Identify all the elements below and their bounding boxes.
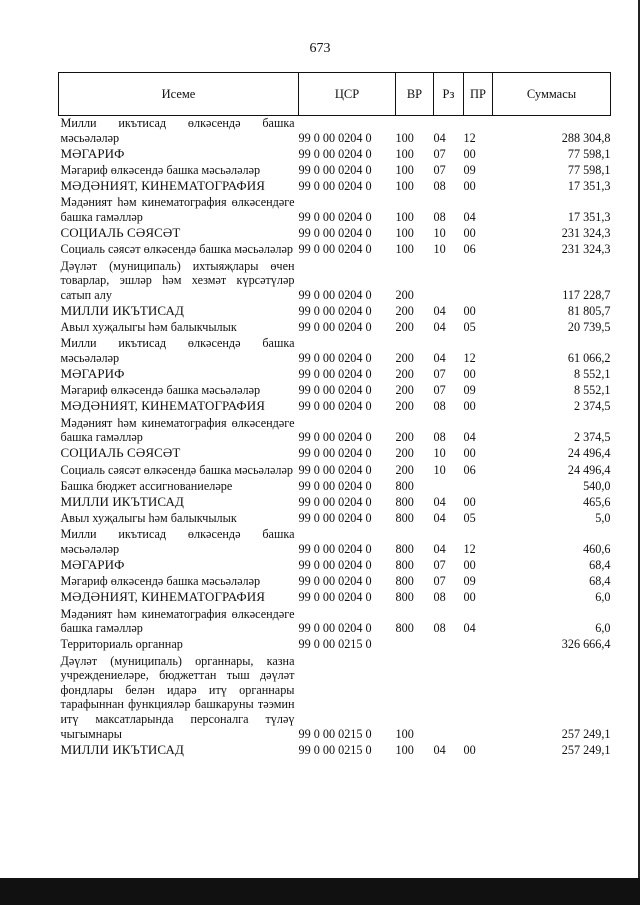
row-name: Мәгариф өлкәсендә башка мәсьәләләр bbox=[60, 574, 261, 589]
row-rz-code: 07 bbox=[433, 146, 446, 161]
row-name: МӘДӘНИЯТ, КИНЕМАТОГРАФИЯ bbox=[60, 398, 266, 414]
header-rz: Рз bbox=[434, 73, 464, 116]
row-csr-code: 99 0 00 0204 0 bbox=[298, 367, 372, 382]
row-vr-code: 200 bbox=[395, 320, 414, 335]
row-pr-code: 06 bbox=[463, 462, 476, 477]
row-sum: 8 552,1 bbox=[573, 383, 611, 398]
row-vr-code bbox=[396, 637, 434, 653]
row-name: Мәдәният һәм кинематография өлкәсендәге башка гамәлләр bbox=[60, 415, 295, 445]
row-rz-code: 10 bbox=[433, 462, 446, 477]
row-sum: 77 598,1 bbox=[567, 162, 611, 177]
row-vr-code: 100 bbox=[395, 742, 414, 757]
table-row bbox=[59, 179, 611, 195]
row-pr-code: 12 bbox=[463, 350, 476, 365]
row-sum: 540,0 bbox=[583, 478, 611, 493]
table-row bbox=[59, 463, 611, 479]
row-vr-code: 200 bbox=[395, 446, 414, 461]
row-pr-code: 00 bbox=[463, 399, 476, 414]
row-rz-code bbox=[434, 654, 464, 743]
row-pr-code: 05 bbox=[463, 511, 476, 526]
row-pr-code bbox=[464, 259, 493, 304]
table-row bbox=[59, 654, 611, 743]
row-name: МИЛЛИ ИКЪТИСАД bbox=[60, 741, 184, 757]
table-header bbox=[59, 73, 611, 116]
row-csr-code: 99 0 00 0204 0 bbox=[298, 383, 372, 398]
row-rz-code: 04 bbox=[433, 494, 446, 509]
row-csr-code: 99 0 00 0204 0 bbox=[298, 399, 372, 414]
row-sum: 24 496,4 bbox=[567, 462, 611, 477]
table-row bbox=[59, 416, 611, 447]
budget-table bbox=[58, 72, 611, 759]
row-csr-code: 99 0 00 0204 0 bbox=[298, 558, 372, 573]
row-rz-code bbox=[434, 259, 464, 304]
table-row bbox=[59, 495, 611, 511]
table-row bbox=[59, 259, 611, 304]
table-row bbox=[59, 527, 611, 558]
row-vr-code: 100 bbox=[395, 209, 414, 224]
row-rz-code: 08 bbox=[433, 179, 446, 194]
row-vr-code: 100 bbox=[395, 162, 414, 177]
row-name: МӘГАРИФ bbox=[60, 145, 125, 161]
row-csr-code: 99 0 00 0204 0 bbox=[298, 590, 372, 605]
header-sum: Суммасы bbox=[493, 73, 611, 116]
page-number: 673 bbox=[309, 41, 331, 56]
row-csr-code: 99 0 00 0204 0 bbox=[298, 574, 372, 589]
row-rz-code: 08 bbox=[433, 399, 446, 414]
table-row bbox=[59, 637, 611, 653]
row-sum: 68,4 bbox=[589, 558, 611, 573]
row-sum: 8 552,1 bbox=[573, 367, 611, 382]
row-vr-code: 100 bbox=[395, 226, 414, 241]
row-sum: 77 598,1 bbox=[567, 146, 611, 161]
table-row bbox=[59, 304, 611, 320]
row-sum: 288 304,8 bbox=[561, 130, 611, 145]
row-vr-code: 200 bbox=[395, 399, 414, 414]
row-name: Дәүләт (муниципаль) органнары, казна учреждениеләре, бюджеттан тыш дәүләт фондлары белән идарә итү органнары тарафыннан функцияләр башкаруны тәэмин итү максатларында персоналга түләү чыгымнары bbox=[60, 653, 295, 741]
table-row bbox=[59, 446, 611, 462]
row-sum: 257 249,1 bbox=[561, 726, 611, 741]
row-csr-code: 99 0 00 0204 0 bbox=[298, 478, 372, 493]
row-name: Милли икътисад өлкәсендә башка мәсьәләләр bbox=[60, 527, 295, 556]
scan-bottom-edge bbox=[0, 878, 640, 905]
row-pr-code: 00 bbox=[463, 367, 476, 382]
table-row bbox=[59, 336, 611, 367]
row-name: МӘГАРИФ bbox=[60, 557, 125, 573]
row-pr-code: 00 bbox=[463, 558, 476, 573]
row-rz-code: 10 bbox=[433, 242, 446, 257]
row-csr-code: 99 0 00 0204 0 bbox=[298, 287, 372, 302]
table-row bbox=[59, 147, 611, 163]
table-row bbox=[59, 242, 611, 258]
row-rz-code: 04 bbox=[433, 511, 446, 526]
row-name: Мәдәният һәм кинематография өлкәсендәге башка гамәлләр bbox=[60, 195, 295, 224]
row-vr-code: 800 bbox=[395, 494, 414, 509]
row-csr-code: 99 0 00 0204 0 bbox=[298, 242, 372, 257]
row-csr-code: 99 0 00 0215 0 bbox=[298, 637, 372, 652]
row-vr-code: 200 bbox=[395, 462, 414, 477]
table-row bbox=[59, 607, 611, 638]
row-csr-code: 99 0 00 0204 0 bbox=[298, 320, 372, 335]
row-rz-code: 07 bbox=[433, 383, 446, 398]
row-csr-code: 99 0 00 0204 0 bbox=[298, 350, 372, 365]
row-rz-code: 04 bbox=[433, 320, 446, 335]
row-rz-code: 10 bbox=[433, 226, 446, 241]
row-csr-code: 99 0 00 0204 0 bbox=[298, 511, 372, 526]
row-vr-code: 200 bbox=[395, 350, 414, 365]
row-rz-code: 04 bbox=[433, 541, 446, 556]
row-sum: 326 666,4 bbox=[561, 637, 611, 652]
row-pr-code: 06 bbox=[463, 242, 476, 257]
row-pr-code: 00 bbox=[463, 590, 476, 605]
row-rz-code: 07 bbox=[433, 558, 446, 573]
row-vr-code: 800 bbox=[395, 574, 414, 589]
row-csr-code: 99 0 00 0215 0 bbox=[298, 726, 372, 741]
header-pr: ПР bbox=[464, 73, 493, 116]
row-name: МИЛЛИ ИКЪТИСАД bbox=[60, 302, 184, 318]
row-sum: 61 066,2 bbox=[567, 350, 611, 365]
row-sum: 17 351,3 bbox=[567, 209, 611, 224]
row-sum: 81 805,7 bbox=[567, 303, 611, 318]
row-pr-code: 05 bbox=[463, 320, 476, 335]
row-vr-code: 800 bbox=[395, 478, 414, 493]
row-csr-code: 99 0 00 0204 0 bbox=[298, 621, 372, 636]
row-rz-code: 08 bbox=[433, 209, 446, 224]
table-row bbox=[59, 743, 611, 759]
row-sum: 6,0 bbox=[595, 621, 611, 636]
table-row bbox=[59, 574, 611, 590]
row-name: Мәгариф өлкәсендә башка мәсьәләләр bbox=[60, 162, 261, 177]
table-body bbox=[59, 116, 611, 759]
row-name: Авыл хуҗалыгы һәм балыкчылык bbox=[60, 511, 237, 526]
table-row bbox=[59, 226, 611, 242]
row-sum: 2 374,5 bbox=[573, 430, 611, 445]
table-row bbox=[59, 116, 611, 147]
row-rz-code bbox=[434, 637, 464, 653]
row-vr-code: 200 bbox=[395, 303, 414, 318]
row-pr-code: 09 bbox=[463, 383, 476, 398]
row-vr-code: 800 bbox=[395, 590, 414, 605]
row-csr-code: 99 0 00 0204 0 bbox=[298, 303, 372, 318]
table-row bbox=[59, 163, 611, 179]
row-vr-code: 200 bbox=[395, 367, 414, 382]
row-name: Территориаль органнар bbox=[60, 637, 183, 652]
row-sum: 231 324,3 bbox=[561, 226, 611, 241]
row-rz-code: 07 bbox=[433, 367, 446, 382]
row-rz-code: 10 bbox=[433, 446, 446, 461]
header-csr: ЦСР bbox=[299, 73, 396, 116]
row-pr-code: 00 bbox=[463, 303, 476, 318]
row-csr-code: 99 0 00 0204 0 bbox=[298, 541, 372, 556]
row-sum: 6,0 bbox=[595, 590, 611, 605]
row-sum: 20 739,5 bbox=[567, 320, 611, 335]
row-csr-code: 99 0 00 0204 0 bbox=[298, 179, 372, 194]
row-vr-code: 800 bbox=[395, 541, 414, 556]
row-sum: 460,6 bbox=[583, 541, 611, 556]
row-pr-code: 04 bbox=[463, 621, 476, 636]
row-sum: 68,4 bbox=[589, 574, 611, 589]
row-sum: 231 324,3 bbox=[561, 242, 611, 257]
row-pr-code: 00 bbox=[463, 494, 476, 509]
row-pr-code: 04 bbox=[463, 209, 476, 224]
row-pr-code: 12 bbox=[463, 130, 476, 145]
row-pr-code: 00 bbox=[463, 179, 476, 194]
row-csr-code: 99 0 00 0204 0 bbox=[298, 446, 372, 461]
row-sum: 117 228,7 bbox=[562, 287, 611, 302]
row-sum: 465,6 bbox=[583, 494, 611, 509]
row-name: Дәүләт (муниципаль) ихтыяҗлары өчен товарлар, эшләр һәм хезмәт күрсәтүләр сатып алу bbox=[60, 258, 295, 302]
row-vr-code: 100 bbox=[395, 130, 414, 145]
table-row bbox=[59, 195, 611, 226]
row-pr-code: 00 bbox=[463, 446, 476, 461]
row-vr-code: 100 bbox=[395, 146, 414, 161]
row-name: Мәгариф өлкәсендә башка мәсьәләләр bbox=[60, 383, 261, 398]
table-row bbox=[59, 320, 611, 336]
row-vr-code: 100 bbox=[395, 726, 414, 741]
row-name: СОЦИАЛЬ СӘЯСӘТ bbox=[60, 225, 181, 241]
row-vr-code: 200 bbox=[395, 287, 414, 302]
row-name: Авыл хуҗалыгы һәм балыкчылык bbox=[60, 320, 237, 335]
row-sum: 2 374,5 bbox=[573, 399, 611, 414]
row-rz-code: 08 bbox=[433, 430, 446, 445]
row-rz-code: 04 bbox=[433, 130, 446, 145]
row-sum: 17 351,3 bbox=[567, 179, 611, 194]
row-vr-code: 800 bbox=[395, 511, 414, 526]
row-pr-code: 04 bbox=[463, 430, 476, 445]
row-pr-code: 00 bbox=[463, 146, 476, 161]
row-rz-code: 07 bbox=[433, 162, 446, 177]
row-vr-code: 200 bbox=[395, 383, 414, 398]
row-pr-code: 09 bbox=[463, 574, 476, 589]
row-name: МӘГАРИФ bbox=[60, 366, 125, 382]
table-row bbox=[59, 511, 611, 527]
table-row bbox=[59, 590, 611, 606]
row-sum: 24 496,4 bbox=[567, 446, 611, 461]
row-rz-code bbox=[434, 479, 464, 495]
row-csr-code: 99 0 00 0204 0 bbox=[298, 209, 372, 224]
row-name: Социаль сәясәт өлкәсендә башка мәсьәләләр bbox=[60, 462, 294, 477]
row-pr-code: 00 bbox=[463, 226, 476, 241]
table-row bbox=[59, 558, 611, 574]
row-vr-code: 100 bbox=[395, 179, 414, 194]
row-pr-code bbox=[464, 654, 493, 743]
row-rz-code: 04 bbox=[433, 742, 446, 757]
row-rz-code: 04 bbox=[433, 350, 446, 365]
row-vr-code: 200 bbox=[395, 430, 414, 445]
row-csr-code: 99 0 00 0204 0 bbox=[298, 226, 372, 241]
row-csr-code: 99 0 00 0204 0 bbox=[298, 494, 372, 509]
row-name: СОЦИАЛЬ СӘЯСӘТ bbox=[60, 445, 181, 461]
row-vr-code: 800 bbox=[395, 558, 414, 573]
row-name: Милли икътисад өлкәсендә башка мәсьәләләр bbox=[60, 116, 295, 145]
row-name: Социаль сәясәт өлкәсендә башка мәсьәләләр bbox=[60, 242, 294, 257]
row-rz-code: 04 bbox=[433, 303, 446, 318]
row-name: Милли икътисад өлкәсендә башка мәсьәләләр bbox=[60, 336, 295, 365]
row-name: Мәдәният һәм кинематография өлкәсендәге башка гамәлләр bbox=[60, 606, 295, 636]
row-csr-code: 99 0 00 0215 0 bbox=[298, 742, 372, 757]
row-rz-code: 08 bbox=[433, 621, 446, 636]
row-pr-code bbox=[464, 479, 493, 495]
row-pr-code bbox=[464, 637, 493, 653]
row-pr-code: 12 bbox=[463, 541, 476, 556]
row-name: МӘДӘНИЯТ, КИНЕМАТОГРАФИЯ bbox=[60, 178, 266, 194]
row-csr-code: 99 0 00 0204 0 bbox=[298, 162, 372, 177]
table-row bbox=[59, 367, 611, 383]
table-row bbox=[59, 399, 611, 415]
row-rz-code: 07 bbox=[433, 574, 446, 589]
row-sum: 257 249,1 bbox=[561, 742, 611, 757]
row-name: МИЛЛИ ИКЪТИСАД bbox=[60, 493, 184, 509]
row-name: Башка бюджет ассигнованиеләре bbox=[60, 478, 233, 493]
header-name: Исеме bbox=[59, 73, 299, 116]
row-sum: 5,0 bbox=[595, 511, 611, 526]
row-csr-code: 99 0 00 0204 0 bbox=[298, 462, 372, 477]
row-name: МӘДӘНИЯТ, КИНЕМАТОГРАФИЯ bbox=[60, 589, 266, 605]
row-rz-code: 08 bbox=[433, 590, 446, 605]
row-vr-code: 100 bbox=[395, 242, 414, 257]
row-pr-code: 09 bbox=[463, 162, 476, 177]
row-csr-code: 99 0 00 0204 0 bbox=[298, 130, 372, 145]
row-csr-code: 99 0 00 0204 0 bbox=[298, 430, 372, 445]
table-row bbox=[59, 383, 611, 399]
table-row bbox=[59, 479, 611, 495]
row-vr-code: 800 bbox=[395, 621, 414, 636]
header-row bbox=[59, 73, 611, 116]
row-pr-code: 00 bbox=[463, 742, 476, 757]
header-vr: ВР bbox=[396, 73, 434, 116]
row-csr-code: 99 0 00 0204 0 bbox=[298, 146, 372, 161]
